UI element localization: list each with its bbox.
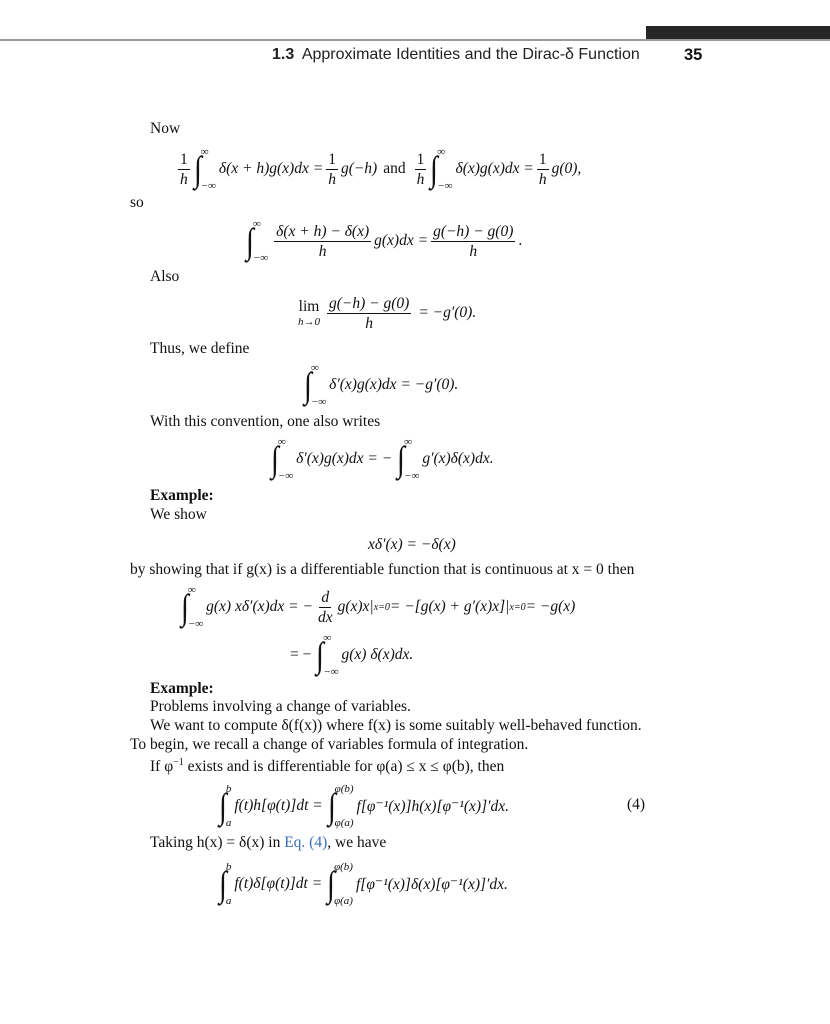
integral: ∫ φ(b) φ(a) <box>327 783 354 829</box>
example-heading: Example: <box>150 680 214 697</box>
equation-6 <box>368 534 456 556</box>
equation-number: (4) <box>627 796 646 813</box>
equation-2 <box>245 218 522 264</box>
text-problems: Problems involving a change of variables. <box>150 698 411 715</box>
integral: ∫ b a <box>218 783 232 829</box>
integral: ∫ ∞ −∞ <box>316 632 339 678</box>
integral: ∫ ∞ −∞ <box>180 584 204 630</box>
section-title: Approximate Identities and the Dirac-δ Function <box>301 46 640 63</box>
equation-7 <box>180 584 575 630</box>
fraction: $\frac{\delta(x + h) - \delta(x)}{h}$ <box>276 222 370 260</box>
equation-text: = − <box>290 646 312 663</box>
fraction: $\frac{1}{h}$ <box>180 150 188 188</box>
integral: ∫ ∞ −∞ <box>193 146 216 192</box>
example-heading: Example: <box>150 487 214 504</box>
page-number: 35 <box>684 46 703 64</box>
text-want: We want to compute δ(f(x)) where f(x) is some suitably well-behaved function. <box>150 717 642 734</box>
equation-text: = −g′(0). <box>418 304 477 321</box>
integral: ∫ ∞ −∞ <box>397 436 420 482</box>
equation-text: f(t)δ[φ(t)]dt = <box>234 875 323 892</box>
equation-text: xδ′(x) = −δ(x) <box>368 536 456 553</box>
equation-text: g(x) δ(x)dx. <box>341 646 414 663</box>
text-taking: Taking h(x) = δ(x) in Eq. (4), we have <box>150 834 387 851</box>
equation-4 <box>303 362 458 408</box>
equation-9 <box>218 782 509 830</box>
equation-text: and <box>383 160 406 177</box>
text-by-showing: by showing that if g(x) is a differentiable function that is continuous at x = 0 then <box>130 561 635 578</box>
running-head <box>272 46 640 68</box>
equation-text: δ′(x)g(x)dx = −g′(0). <box>329 376 459 393</box>
equation-text: f[φ⁻¹(x)]h(x)[φ⁻¹(x)]′dx. <box>356 797 510 815</box>
equation-8 <box>290 632 413 678</box>
fraction: $\frac{d}{dx}$ <box>317 588 333 626</box>
text-now: Now <box>150 120 181 137</box>
text-convention: With this convention, one also writes <box>150 413 381 430</box>
equation-text: g(x)x| <box>337 598 374 615</box>
equation-text: g(x) xδ′(x)dx = − <box>206 598 313 615</box>
equation-text: δ(x)g(x)dx = <box>455 160 534 177</box>
subscript: x=0 <box>373 601 390 613</box>
integral: ∫ φ(b) φ(a) <box>327 861 353 907</box>
header-bar <box>646 26 830 40</box>
equation-text: = −[g(x) + g′(x)x]| <box>389 598 510 615</box>
equation-text: . <box>518 232 523 249</box>
equation-text: f[φ⁻¹(x)]δ(x)[φ⁻¹(x)]′dx. <box>355 875 508 893</box>
header-rule <box>0 39 830 41</box>
limit: lim h→0 <box>298 298 320 328</box>
fraction: $\frac{1}{h}$ <box>328 150 336 188</box>
fraction: $\frac{1}{h}$ <box>416 150 425 188</box>
integral: ∫ ∞ −∞ <box>430 146 453 192</box>
equation-5 <box>270 436 494 482</box>
section-number: 1.3 <box>272 46 295 63</box>
equation-text: g′(x)δ(x)dx. <box>422 450 494 467</box>
text-so: so <box>130 194 144 211</box>
equation-text: = −g(x) <box>525 598 576 615</box>
equation-text: g(0), <box>551 160 582 177</box>
integral: ∫ ∞ −∞ <box>270 436 294 482</box>
fraction: $\frac{g(-h) - g(0)}{h}$ <box>329 294 410 332</box>
text-thus: Thus, we define <box>150 340 250 357</box>
equation-text: δ′(x)g(x)dx = − <box>296 450 393 467</box>
subscript: x=0 <box>509 601 526 613</box>
text-begin: To begin, we recall a change of variables formula of integration. <box>130 736 529 753</box>
equation-text: δ(x + h)g(x)dx = <box>218 160 324 177</box>
equation-reference-link[interactable]: Eq. (4) <box>284 834 328 851</box>
equation-text: g(x)dx = <box>374 232 429 249</box>
integral: ∫ ∞ −∞ <box>245 218 269 264</box>
fraction: $\frac{g(-h) - g(0)}{h}$ <box>433 222 514 260</box>
integral: ∫ b a <box>218 861 232 907</box>
text-also: Also <box>150 268 180 285</box>
text-we-show: We show <box>150 506 207 523</box>
equation-text: g(−h) <box>340 160 378 177</box>
equation-3 <box>298 292 476 334</box>
equation-text: f(t)h[φ(t)]dt = <box>234 797 323 814</box>
equation-10 <box>218 860 508 908</box>
text-if-phi: If $\varphi^{-1}$ exists and is differentiable for φ(a) ≤ x ≤ φ(b), then <box>150 757 505 775</box>
equation-1 <box>175 146 581 192</box>
fraction: $\frac{1}{h}$ <box>538 150 547 188</box>
integral: ∫ ∞ −∞ <box>303 362 327 408</box>
